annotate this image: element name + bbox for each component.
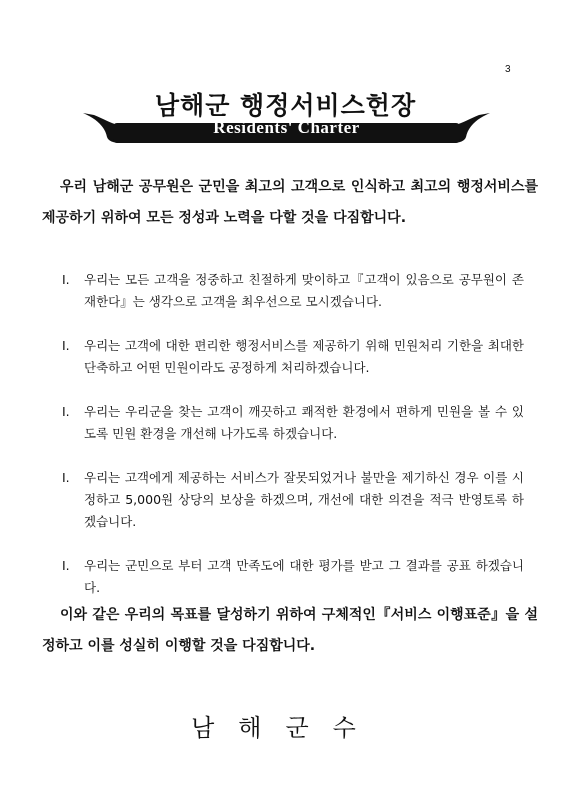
banner-subtitle: Residents' Charter bbox=[213, 118, 360, 137]
intro-paragraph: 우리 남해군 공무원은 군민을 최고의 고객으로 인식하고 최고의 행정서비스를 제공하기 위하여 모든 정성과 노력을 다할 것을 다짐합니다. bbox=[42, 179, 538, 226]
pledge-text: 우리는 군민으로 부터 고객 만족도에 대한 평가를 받고 그 결과를 공표 하겠습니다. bbox=[84, 558, 524, 595]
title-banner bbox=[83, 113, 490, 143]
pledge-marker: Ⅰ. bbox=[62, 272, 70, 287]
pledge-item bbox=[62, 335, 524, 379]
pledge-text: 우리는 모든 고객을 정중하고 친절하게 맞이하고『고객이 있음으로 공무원이 존재한다』는 생각으로 고객을 최우선으로 모시겠습니다. bbox=[84, 272, 524, 309]
charter-title: 남해군 행정서비스헌장 bbox=[154, 91, 417, 120]
pledge-text: 우리는 우리군을 찾는 고객이 깨끗하고 쾌적한 환경에서 편하게 민원을 볼 수 있도록 민원 환경을 개선해 나가도록 하겠습니다. bbox=[84, 404, 524, 441]
pledge-marker: Ⅰ. bbox=[62, 558, 70, 573]
signature: 남해군수 bbox=[191, 714, 380, 742]
page-number: 3 bbox=[505, 64, 511, 75]
pledge-item bbox=[62, 401, 524, 445]
pledge-marker: Ⅰ. bbox=[62, 404, 70, 419]
pledge-list bbox=[62, 269, 524, 621]
closing-paragraph: 이와 같은 우리의 목표를 달성하기 위하여 구체적인『서비스 이행표준』을 설정하고 이를 성실히 이행할 것을 다짐합니다. bbox=[42, 607, 538, 654]
pledge-marker: Ⅰ. bbox=[62, 470, 70, 485]
pledge-item bbox=[62, 555, 524, 599]
pledge-marker: Ⅰ. bbox=[62, 338, 70, 353]
pledge-text: 우리는 고객에 대한 편리한 행정서비스를 제공하기 위해 민원처리 기한을 최대한 단축하고 어떤 민원이라도 공정하게 처리하겠습니다. bbox=[84, 338, 524, 375]
pledge-text: 우리는 고객에게 제공하는 서비스가 잘못되었거나 불만을 제기하신 경우 이를 시정하고 5,000원 상당의 보상을 하겠으며, 개선에 대한 의견을 적극 반영토록 하겠습니다. bbox=[84, 470, 524, 529]
pledge-item bbox=[62, 467, 524, 533]
pledge-item bbox=[62, 269, 524, 313]
